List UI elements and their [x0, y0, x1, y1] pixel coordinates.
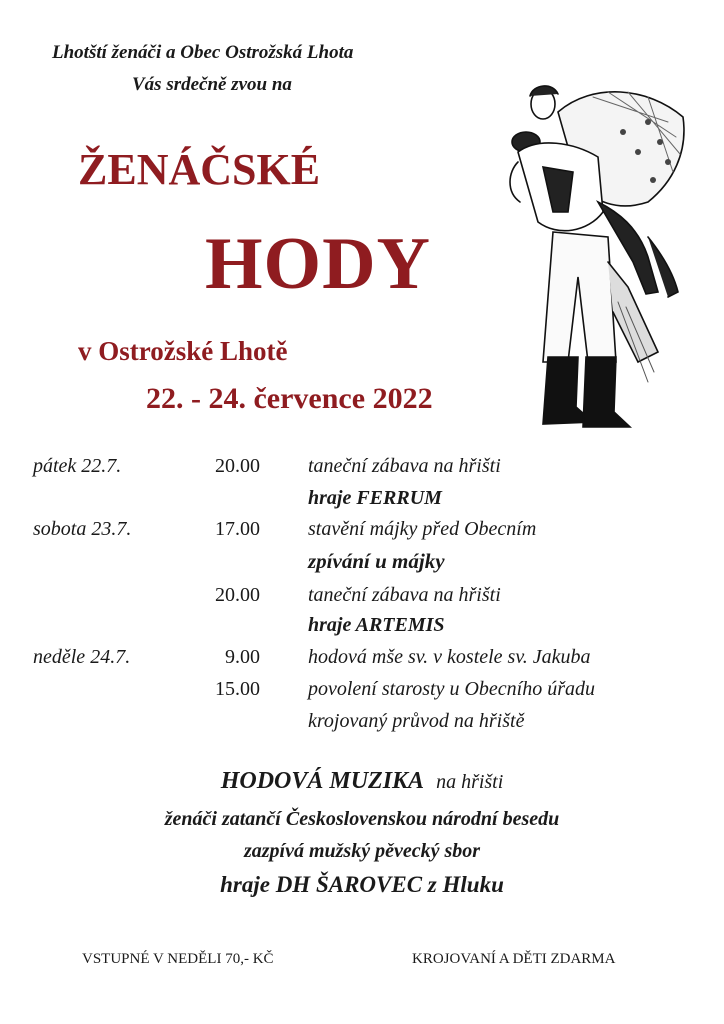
dancing-couple-illustration — [498, 62, 698, 434]
footer-free-entry: KROJOVANÍ A DĚTI ZDARMA — [412, 951, 616, 967]
schedule-event: taneční zábava na hřišti — [308, 584, 501, 606]
program-line: zazpívá mužský pěvecký sbor — [243, 840, 481, 862]
schedule-event: hraje ARTEMIS — [308, 614, 445, 636]
schedule-event: hraje FERRUM — [308, 487, 442, 509]
footer-admission: VSTUPNÉ V NEDĚLI 70,- KČ — [82, 951, 274, 967]
schedule-day: sobota 23.7. — [33, 518, 132, 540]
schedule-event: zpívání u májky — [308, 549, 445, 573]
program-main-suffix: na hřišti — [436, 771, 504, 793]
title-hody: HODY — [205, 223, 431, 305]
schedule-time: 20.00 — [215, 584, 260, 606]
organizers-line: Lhotští ženáči a Obec Ostrožská Lhota — [52, 42, 354, 63]
title-zenacske: ŽENÁČSKÉ — [78, 145, 321, 194]
program-main-title: HODOVÁ MUZIKA — [220, 768, 425, 794]
schedule-day: neděle 24.7. — [33, 646, 131, 668]
program-main — [0, 768, 724, 795]
schedule-time: 9.00 — [225, 646, 260, 668]
schedule-day: pátek 22.7. — [33, 455, 122, 477]
schedule-event: hodová mše sv. v kostele sv. Jakuba — [308, 646, 591, 668]
schedule-event: povolení starosty u Obecního úřadu — [308, 678, 596, 700]
program-line: hraje DH ŠAROVEC z Hluku — [220, 872, 504, 897]
title-place: v Ostrožské Lhotě — [78, 336, 288, 366]
schedule-time: 17.00 — [215, 518, 260, 540]
schedule-event: stavění májky před Obecním — [308, 518, 537, 540]
schedule-event: taneční zábava na hřišti — [308, 455, 501, 477]
program-line: ženáči zatančí Československou národní besedu — [164, 808, 560, 830]
invitation-line: Vás srdečně zvou na — [132, 74, 292, 95]
title-dates: 22. - 24. července 2022 — [146, 382, 433, 415]
schedule-time: 15.00 — [215, 678, 260, 700]
schedule-event: krojovaný průvod na hřiště — [308, 710, 525, 732]
schedule-time: 20.00 — [215, 455, 260, 477]
